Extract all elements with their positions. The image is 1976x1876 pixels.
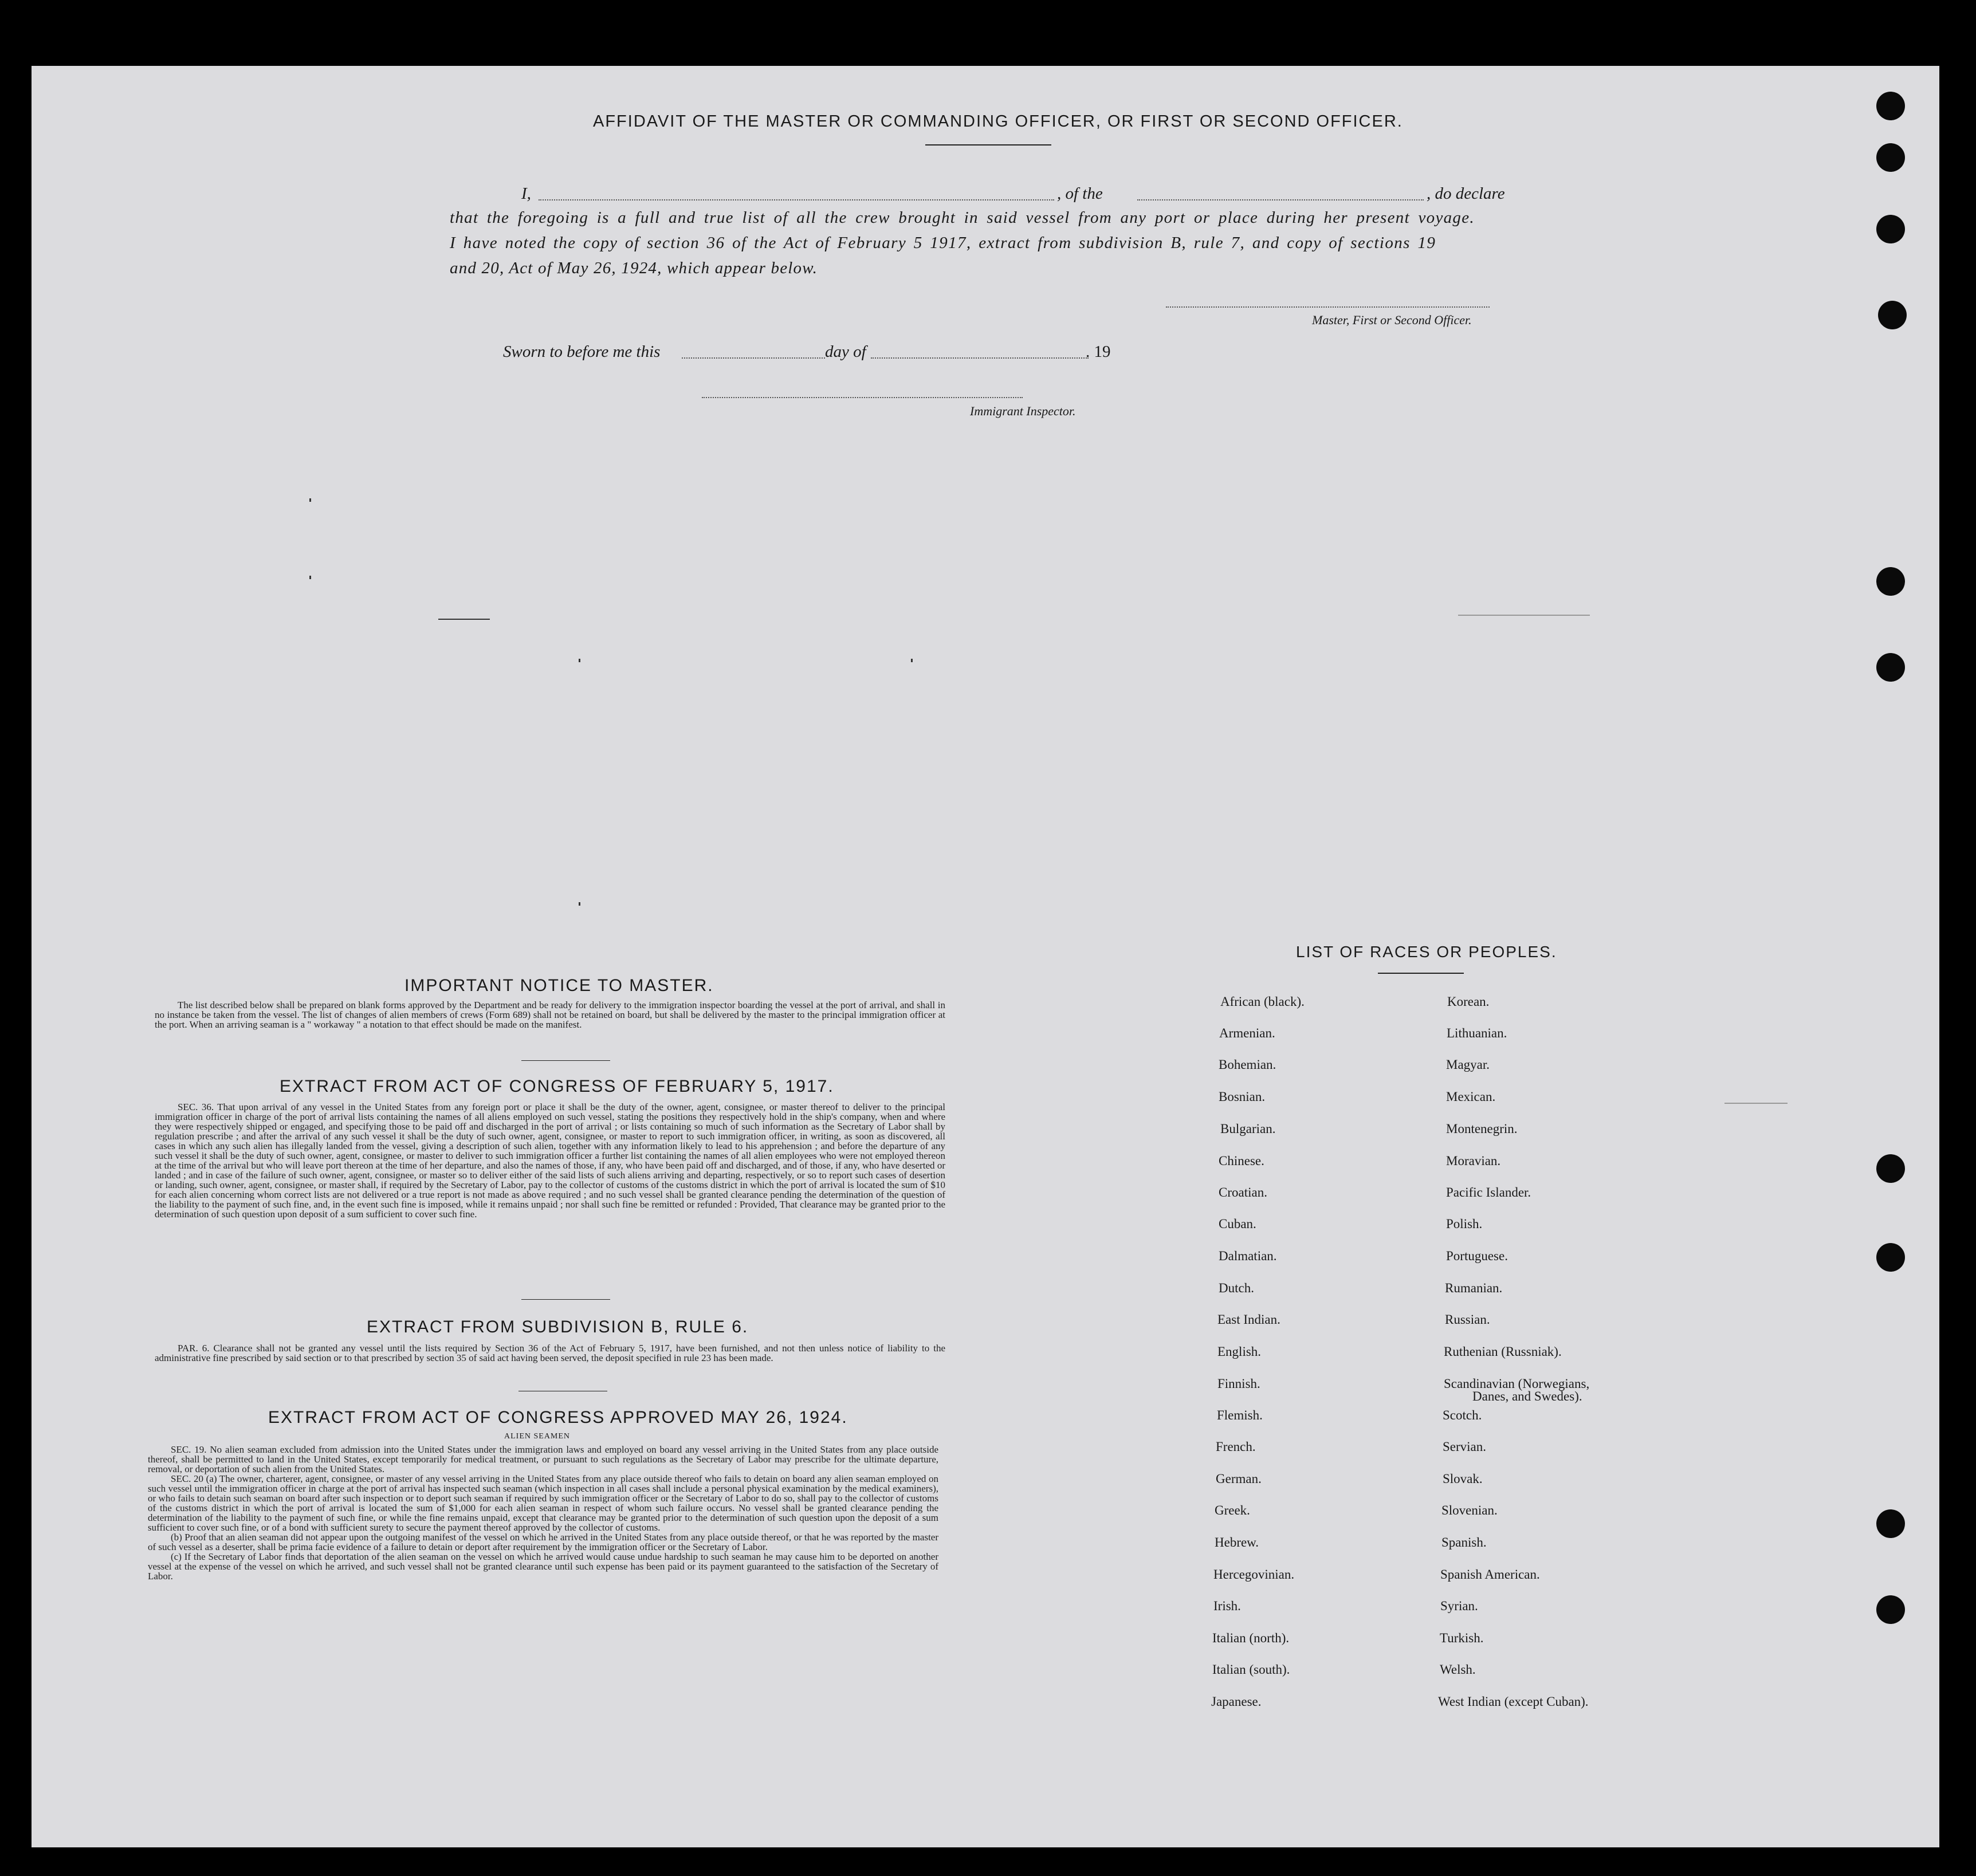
race-item: Armenian. <box>1219 1026 1275 1040</box>
declare-text: , do declare <box>1427 184 1505 203</box>
sworn-year: . 19 <box>1086 343 1111 361</box>
punch-hole <box>1876 567 1905 596</box>
punch-hole <box>1876 653 1905 682</box>
par6-paragraph: PAR. 6. Clearance shall not be granted any vessel until the lists required by Section 36 of the Act of February 5, 1917, have been furnished, and not then unless notice of liability to the administrative fine prescribed by said section or to that prescribed by section 35 of said act having been served, the deposit specified in rule 23 has been made. <box>155 1343 945 1363</box>
race-item: Bulgarian. <box>1220 1122 1276 1136</box>
notice-text <box>155 1000 945 1029</box>
race-item: Turkish. <box>1440 1631 1484 1645</box>
race-item: Moravian. <box>1446 1154 1501 1168</box>
punch-hole <box>1876 1154 1905 1183</box>
race-item: Rumanian. <box>1445 1281 1503 1295</box>
race-item: Ruthenian (Russniak). <box>1444 1344 1562 1359</box>
race-item: Welsh. <box>1440 1662 1476 1677</box>
race-item: English. <box>1217 1344 1262 1359</box>
sworn-month-field[interactable] <box>871 357 1089 359</box>
race-item: Mexican. <box>1446 1090 1496 1104</box>
race-item: Flemish. <box>1217 1408 1263 1422</box>
race-item: Scandinavian (Norwegians, <box>1444 1376 1590 1391</box>
race-item: Spanish American. <box>1440 1567 1540 1582</box>
sec20a-paragraph: SEC. 20 (a) The owner, charterer, agent, consignee, or master of any vessel arriving in the United States from any place outside thereof who fails to detain on board any alien seaman employed on such vessel until the immigration officer in charge at the port of arrival has inspected such seaman (which inspection in all cases shall include a personal physical examination by the medical examiners), or who fails to detain such seaman on board after such inspection or to deport such seaman if required by such immigration officer or the Secretary of Labor to do so, shall pay to the collector of customs of the customs district in which the port of arrival is located the sum of $1,000 for each alien seaman in respect of whom such failure occurs. No vessel shall be granted clearance pending the determination of the liability to the payment of such fine, or while the fine remains unpaid, except that clearance may be granted prior to the determination of such question upon the deposit of a sum sufficient to cover such fine, or of a bond with sufficient surety to secure the payment thereof approved by the collector of customs. <box>148 1473 938 1533</box>
race-item: Finnish. <box>1217 1376 1260 1391</box>
race-item: Slovak. <box>1443 1472 1483 1486</box>
sworn-day-field[interactable] <box>682 357 825 359</box>
race-item: Hebrew. <box>1215 1535 1259 1549</box>
race-item: Dalmatian. <box>1219 1249 1277 1263</box>
race-item: Polish. <box>1446 1217 1483 1231</box>
punch-hole <box>1876 1243 1905 1272</box>
affidavit-line2: that the foregoing is a full and true list of all the crew brought in said vessel from any port or place during her present voyage. <box>450 209 1475 227</box>
subdivision-b-title: EXTRACT FROM SUBDIVISION B, RULE 6. <box>367 1317 749 1336</box>
race-item: Scotch. <box>1443 1408 1482 1422</box>
sec20c-paragraph: (c) If the Secretary of Labor finds that deportation of the alien seaman on the vessel on which he arrived would cause undue hardship to such seaman he may cause him to be deported on another vessel at the expense of the vessel on which he arrived, and such vessel shall not be granted clearance until such expense has been paid or its payment guaranteed to the satisfaction of the Secretary of Labor. <box>148 1551 938 1582</box>
sworn-prefix: Sworn to before me this <box>503 343 661 361</box>
sec19-paragraph: SEC. 19. No alien seaman excluded from admission into the United States under the immigration laws and employed on board any vessel arriving in the United States from any place outside thereof, shall be permitted to land in the United States, except temporarily for medical treatment, or pursuant to such regulations as the Secretary of Labor may prescribe for the ultimate departure, removal, or deportation of such alien from the United States. <box>148 1444 938 1474</box>
race-item: Italian (north). <box>1212 1631 1290 1645</box>
races-underline <box>1378 973 1464 974</box>
race-item: Croatian. <box>1219 1185 1267 1199</box>
race-item: Syrian. <box>1440 1599 1478 1613</box>
master-signature-label: Master, First or Second Officer. <box>1312 313 1472 327</box>
race-item: Bosnian. <box>1219 1090 1266 1104</box>
declarant-prefix: I, <box>521 184 531 203</box>
affidavit-line4: and 20, Act of May 26, 1924, which appear below. <box>450 259 818 277</box>
punch-hole <box>1876 143 1905 172</box>
vessel-prefix: , of the <box>1057 184 1103 203</box>
affidavit-line3: I have noted the copy of section 36 of the Act of February 5 1917, extract from subdivision B, rule 7, and copy of sections 19 <box>450 234 1436 252</box>
race-item: Lithuanian. <box>1447 1026 1507 1040</box>
race-item: Spanish. <box>1441 1535 1487 1549</box>
race-item: Slovenian. <box>1441 1503 1498 1517</box>
race-item: Danes, and Swedes). <box>1472 1389 1582 1403</box>
punch-hole <box>1876 1595 1905 1624</box>
inspector-label: Immigrant Inspector. <box>970 404 1076 418</box>
sec36-paragraph: SEC. 36. That upon arrival of any vessel in the United States from any foreign port or place it shall be the duty of the owner, agent, consignee, or master thereof to deliver to the principal immigration officer in charge of the port of arrival lists containing the names of all aliens employed on such vessel, stating the positions they respectively hold in the ship's company, when and where they were respectively shipped or engaged, and specifying those to be paid off and discharged in the port of arrival ; or lists containing so much of such information as the Secretary of Labor shall by regulation prescribe ; and after the arrival of any such vessel it shall be the duty of such owner, agent, consignee, or master to report to such immigration officer, in writing, as soon as discovered, all cases in which any such alien has illegally landed from the vessel, giving a description of such alien, together with any information likely to lead to his apprehension ; and before the departure of any such vessel it shall be the duty of such owner, agent, consignee, or master to deliver to such immigration officer a further list containing the names of all alien employees who were not employed thereon at the time of the arrival but who will leave port thereon at the time of her departure, and also the names of those, if any, who have been paid off and discharged, and of those, if any, who have deserted or landed ; and in case of the failure of such owner, agent, consignee, or master so to deliver either of the said lists of such aliens arriving and departing, respectively, or so to report such cases of desertion or landing, such owner, agent, consignee, or master shall, if required by the Secretary of Labor, pay to the collector of customs of the customs district in which the port of arrival is located the sum of $10 for each alien concerning whom correct lists are not delivered or a true report is not made as above required ; and no such vessel shall be granted clearance pending the determination of the question of the liability to the payment of such fine, and, in the event such fine is imposed, while it remains unpaid ; nor shall such fine be remitted or refunded : Provided, That clearance may be granted prior to the determination of such question upon deposit of a sum sufficient to cover such fine. <box>155 1102 945 1220</box>
race-item: Greek. <box>1215 1503 1250 1517</box>
affidavit-title: AFFIDAVIT OF THE MASTER OR COMMANDING OFFICER, OR FIRST OR SECOND OFFICER. <box>593 112 1403 131</box>
punch-hole <box>1876 215 1905 243</box>
race-item: Cuban. <box>1219 1217 1256 1231</box>
sworn-day-of: day of <box>825 343 866 361</box>
section-divider <box>521 1060 610 1061</box>
race-item: Bohemian. <box>1219 1057 1276 1072</box>
race-item: French. <box>1216 1440 1256 1454</box>
race-item: Japanese. <box>1211 1694 1262 1709</box>
race-item: Korean. <box>1447 994 1490 1009</box>
declarant-name-field[interactable] <box>539 199 1054 200</box>
race-item: Pacific Islander. <box>1446 1185 1531 1199</box>
subdivision-b-text <box>155 1343 945 1363</box>
race-item: East Indian. <box>1217 1312 1280 1327</box>
alien-seamen-subtitle: ALIEN SEAMEN <box>504 1432 571 1441</box>
race-item: West Indian (except Cuban). <box>1438 1694 1589 1709</box>
race-item: Servian. <box>1443 1440 1487 1454</box>
punch-hole <box>1876 1509 1905 1538</box>
extract-1917-text <box>155 1102 945 1219</box>
race-item: Portuguese. <box>1446 1249 1508 1263</box>
race-item: German. <box>1216 1472 1262 1486</box>
section-divider <box>521 1299 610 1300</box>
race-item: Irish. <box>1213 1599 1241 1613</box>
title-underline <box>925 144 1051 145</box>
race-item: Hercegovinian. <box>1213 1567 1295 1582</box>
extract-1924-text <box>148 1445 938 1581</box>
sec20b-paragraph: (b) Proof that an alien seaman did not appear upon the outgoing manifest of the vessel on which he arrived in the United States from any place outside thereof, or that he was reported by the master of such vessel as a deserter, shall be prima facie evidence of a failure to detain or deport after requirement by the immigration officer or the Secretary of Labor. <box>148 1532 938 1552</box>
race-item: Magyar. <box>1446 1057 1490 1072</box>
extract-1924-title: EXTRACT FROM ACT OF CONGRESS APPROVED MAY 26, 1924. <box>268 1408 848 1427</box>
races-title: LIST OF RACES OR PEOPLES. <box>1296 943 1557 961</box>
inspector-signature-field[interactable] <box>702 397 1023 398</box>
vessel-name-field[interactable] <box>1137 199 1424 200</box>
punch-hole <box>1878 301 1907 329</box>
race-item: Russian. <box>1445 1312 1490 1327</box>
race-item: Italian (south). <box>1212 1662 1290 1677</box>
race-item: African (black). <box>1220 994 1305 1009</box>
notice-paragraph: The list described below shall be prepared on blank forms approved by the Department and be ready for delivery to the immigration inspector boarding the vessel at the port of arrival, and shall in no instance be taken from the vessel. The list of changes of alien members of crews (Form 689) shall not be retained on board, but shall be delivered by the master to the principal immigration officer at the port. When an arriving seaman is a " workaway " a notation to that effect should be made on the manifest. <box>155 1000 945 1030</box>
notice-title: IMPORTANT NOTICE TO MASTER. <box>404 976 714 995</box>
race-item: Dutch. <box>1219 1281 1254 1295</box>
master-signature-field[interactable] <box>1166 306 1490 308</box>
punch-hole <box>1876 92 1905 120</box>
race-item: Chinese. <box>1219 1154 1264 1168</box>
race-item: Montenegrin. <box>1446 1122 1518 1136</box>
extract-1917-title: EXTRACT FROM ACT OF CONGRESS OF FEBRUARY 5, 1917. <box>280 1077 834 1096</box>
